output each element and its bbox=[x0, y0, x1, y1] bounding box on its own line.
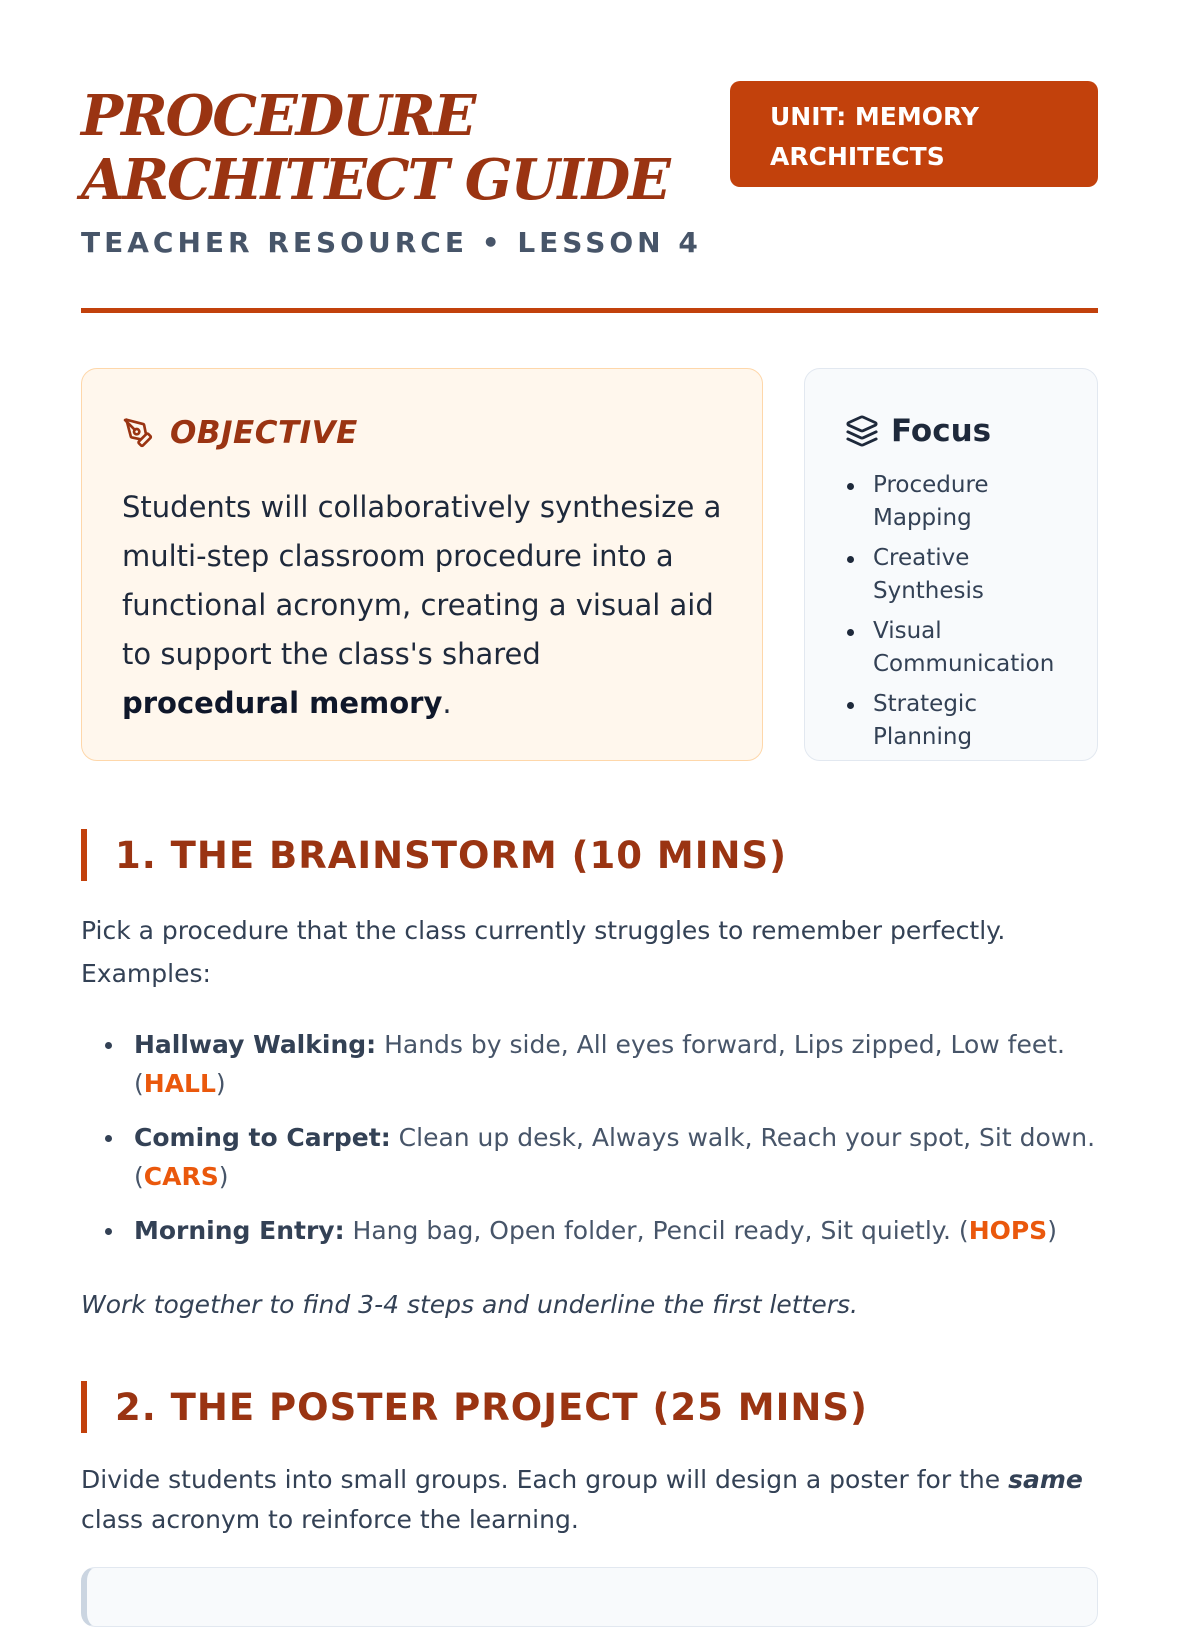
unit-badge: UNIT: MEMORY ARCHITECTS bbox=[730, 81, 1098, 187]
title-line-2: ARCHITECT GUIDE bbox=[81, 147, 669, 213]
example-close: ) bbox=[215, 1069, 226, 1098]
section-accent-bar bbox=[81, 1381, 87, 1433]
objective-card bbox=[81, 368, 763, 761]
layers-icon bbox=[845, 414, 879, 448]
header-divider bbox=[81, 308, 1098, 313]
list-item bbox=[81, 1118, 1098, 1196]
example-close: ) bbox=[1047, 1216, 1057, 1245]
focus-item: Visual Communication bbox=[845, 615, 1057, 681]
page-title bbox=[81, 84, 681, 212]
section-accent-bar bbox=[81, 829, 87, 881]
section-2-text-emphasis: same bbox=[1008, 1465, 1083, 1494]
focus-header bbox=[845, 411, 1057, 451]
poster-tips-box bbox=[81, 1567, 1098, 1627]
focus-item: Strategic Planning bbox=[845, 688, 1057, 754]
example-text: Hands by side, All eyes forward, Lips zipped, Low feet. ( bbox=[134, 1030, 1065, 1098]
section-2-heading bbox=[81, 1381, 868, 1433]
top-cards bbox=[81, 368, 1098, 761]
example-text: Hang bag, Open folder, Pencil ready, Sit quietly. ( bbox=[344, 1216, 969, 1245]
section-1-note: Work together to find 3-4 steps and underline the first letters. bbox=[81, 1290, 859, 1319]
objective-header bbox=[122, 413, 722, 453]
section-2-text-end: class acronym to reinforce the learning. bbox=[81, 1505, 579, 1534]
objective-title: OBJECTIVE bbox=[170, 415, 358, 451]
objective-text-end: . bbox=[442, 686, 452, 720]
examples-list bbox=[81, 1025, 1098, 1265]
objective-text bbox=[122, 483, 722, 728]
example-acronym: HALL bbox=[143, 1069, 216, 1098]
section-2-title: 2. THE POSTER PROJECT (25 MINS) bbox=[115, 1385, 868, 1429]
pen-tool-icon bbox=[122, 417, 154, 449]
focus-item: Procedure Mapping bbox=[845, 469, 1057, 535]
example-label: Morning Entry: bbox=[134, 1216, 345, 1245]
section-2-text bbox=[81, 1460, 1098, 1540]
title-line-1: PROCEDURE bbox=[81, 83, 475, 149]
focus-list bbox=[845, 469, 1057, 754]
objective-text-bold: procedural memory bbox=[122, 686, 443, 720]
example-close: ) bbox=[218, 1162, 229, 1191]
list-item bbox=[81, 1211, 1098, 1250]
section-1-title: 1. THE BRAINSTORM (10 MINS) bbox=[115, 833, 788, 877]
example-label: Hallway Walking: bbox=[134, 1030, 377, 1059]
section-2-text-main: Divide students into small groups. Each group will design a poster for the bbox=[81, 1465, 1009, 1494]
focus-item: Creative Synthesis bbox=[845, 542, 1057, 608]
example-acronym: HOPS bbox=[968, 1216, 1048, 1245]
focus-title: Focus bbox=[891, 413, 992, 449]
example-acronym: CARS bbox=[143, 1162, 219, 1191]
section-1-intro: Pick a procedure that the class currently struggles to remember perfectly. Examples: bbox=[81, 916, 1006, 988]
page-subtitle: TEACHER RESOURCE • LESSON 4 bbox=[81, 226, 702, 259]
example-label: Coming to Carpet: bbox=[134, 1123, 391, 1152]
example-text: Clean up desk, Always walk, Reach your spot, Sit down. ( bbox=[134, 1123, 1096, 1191]
focus-card bbox=[804, 368, 1098, 761]
header bbox=[81, 0, 1098, 312]
list-item bbox=[81, 1025, 1098, 1103]
section-1-heading bbox=[81, 829, 787, 881]
objective-text-main: Students will collaboratively synthesize a multi-step classroom procedure into a functional acronym, creating a visual aid to support the class's shared bbox=[122, 490, 722, 671]
